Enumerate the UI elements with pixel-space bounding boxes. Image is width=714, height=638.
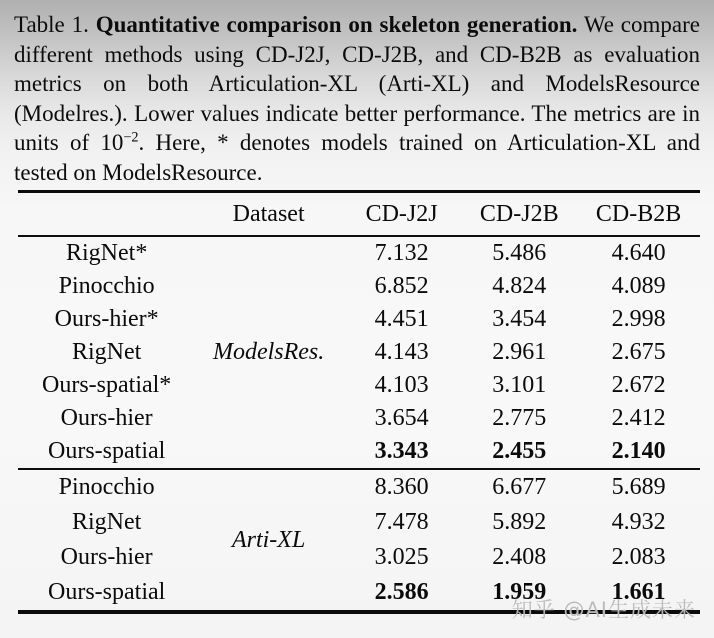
value-cell: 4.932 — [611, 509, 666, 535]
value-cell: 3.654 — [374, 405, 429, 431]
table-row — [18, 270, 700, 303]
value-cell: 2.412 — [611, 405, 666, 431]
method-cell: RigNet — [71, 339, 142, 365]
caption-bold-title: Quantitative comparison on skeleton generation. — [95, 12, 578, 37]
value-cell: 4.451 — [374, 306, 429, 332]
method-cell: Ours-spatial — [48, 438, 166, 464]
method-cell: Pinocchio — [18, 469, 195, 505]
value-cell: 2.672 — [611, 372, 666, 398]
table-row — [18, 540, 700, 575]
header-cd-j2j: CD-J2J — [342, 192, 461, 237]
value-cell: 2.586 — [374, 579, 429, 605]
value-cell: 5.689 — [577, 469, 700, 505]
method-cell: RigNet — [71, 509, 142, 535]
table-header-row — [18, 192, 700, 237]
method-cell: Ours-hier — [60, 405, 153, 431]
value-cell: 4.640 — [611, 240, 666, 266]
value-cell: 3.454 — [492, 306, 547, 332]
table-row — [18, 402, 700, 435]
results-table-body — [18, 236, 700, 612]
value-cell: 2.408 — [492, 544, 547, 570]
method-cell: Pinocchio — [58, 273, 155, 299]
table-row — [18, 505, 700, 540]
value-cell: 7.478 — [374, 509, 429, 535]
table-caption — [14, 10, 700, 187]
method-cell: RigNet* — [65, 240, 148, 266]
value-cell: 4.824 — [492, 273, 547, 299]
table-row — [18, 575, 700, 612]
value-cell: 2.455 — [492, 438, 547, 464]
value-cell: 3.025 — [374, 544, 429, 570]
header-cd-j2b: CD-J2B — [461, 192, 577, 237]
value-cell: 6.852 — [374, 273, 429, 299]
caption-unit — [100, 130, 138, 155]
method-cell: Ours-spatial — [48, 579, 166, 605]
table-row — [18, 435, 700, 469]
caption-unit-exponent: −2 — [123, 129, 139, 146]
caption-unit-base: 10 — [100, 130, 124, 155]
value-cell: 2.140 — [611, 438, 666, 464]
value-cell: 2.083 — [611, 544, 666, 570]
caption-label: Table 1. — [14, 12, 96, 37]
value-cell: 7.132 — [374, 240, 429, 266]
header-cd-b2b: CD-B2B — [577, 192, 700, 237]
value-cell: 4.089 — [611, 273, 666, 299]
caption-body-2: . Here, * denotes models trained on Articulation-XL and tested on ModelsResource. — [14, 130, 701, 185]
table-row — [18, 336, 700, 369]
value-cell: 4.143 — [374, 339, 429, 365]
value-cell: 4.103 — [374, 372, 429, 398]
results-table — [18, 190, 700, 614]
table-row — [18, 303, 700, 336]
table-row — [18, 469, 700, 505]
table-row — [18, 236, 700, 270]
dataset-cell: ModelsRes. — [212, 339, 325, 365]
value-cell: 8.360 — [342, 469, 461, 505]
value-cell: 2.775 — [492, 405, 547, 431]
caption-body-1: We compare different methods using CD-J2J, CD-J2B, and CD-B2B as evaluation metrics on both Articulation-XL (Arti-XL) and ModelsResource (Modelres.). Lower values indicate better performance. The metrics are in units of — [14, 12, 700, 155]
value-cell: 3.101 — [492, 372, 547, 398]
value-cell: 2.961 — [492, 339, 547, 365]
header-dataset: Dataset — [195, 192, 342, 237]
value-cell: 1.661 — [611, 579, 666, 605]
watermark-text: 知乎 @AI生成未来 — [511, 598, 696, 622]
method-cell: Ours-hier* — [54, 306, 159, 332]
value-cell: 6.677 — [461, 469, 577, 505]
value-cell: 1.959 — [492, 579, 547, 605]
value-cell: 5.892 — [492, 509, 547, 535]
method-cell: Ours-spatial* — [42, 372, 172, 398]
table-row — [18, 369, 700, 402]
value-cell: 5.486 — [492, 240, 547, 266]
method-cell: Ours-hier — [60, 544, 153, 570]
value-cell: 2.998 — [611, 306, 666, 332]
value-cell: 3.343 — [374, 438, 429, 464]
dataset-cell: Arti-XL — [195, 469, 342, 612]
header-method — [18, 192, 195, 237]
value-cell: 2.675 — [611, 339, 666, 365]
